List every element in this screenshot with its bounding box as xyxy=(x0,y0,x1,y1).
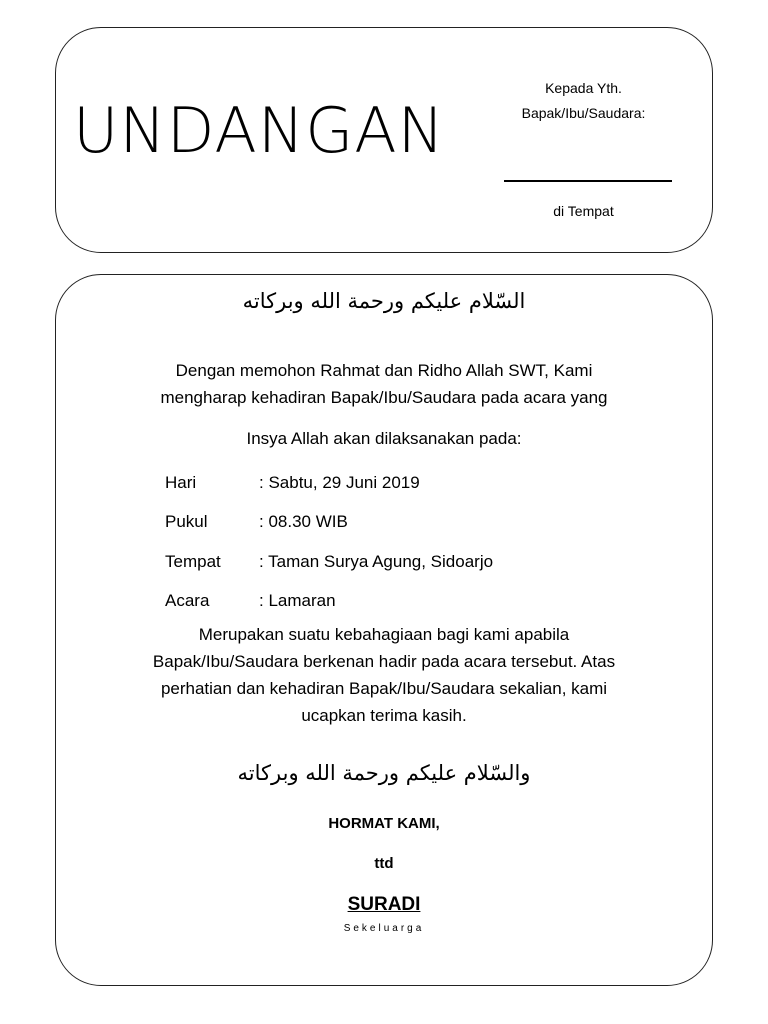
closing-line: perhatian dan kehadiran Bapak/Ibu/Saudara sekalian, kami xyxy=(160,679,608,698)
closing-salam: والسّلام عليكم ورحمة الله وبركاته xyxy=(237,761,531,785)
invitation-card xyxy=(55,274,713,986)
detail-label: Hari xyxy=(165,472,197,492)
intro-line: Dengan memohon Rahmat dan Ridho Allah SWT, Kami xyxy=(175,361,593,380)
closing-line: Bapak/Ibu/Saudara berkenan hadir pada acara tersebut. Atas xyxy=(152,652,616,671)
detail-value: : Taman Surya Agung, Sidoarjo xyxy=(259,551,494,571)
event-details xyxy=(165,463,493,621)
opening-salam: السّلام عليكم ورحمة الله وبركاته xyxy=(242,289,526,313)
detail-value: : Lamaran xyxy=(259,591,336,611)
signature-mark: ttd xyxy=(374,855,394,872)
recipient-name-line xyxy=(504,180,672,182)
signer-name: SURADI xyxy=(347,894,421,915)
detail-label: Tempat xyxy=(165,551,221,571)
detail-label: Acara xyxy=(165,591,210,611)
detail-row-place xyxy=(165,542,493,582)
intro-paragraph xyxy=(56,357,712,411)
detail-value: : 08.30 WIB xyxy=(259,512,348,532)
closing-line: ucapkan terima kasih. xyxy=(301,706,467,725)
closing-line: Merupakan suatu kebahagiaan bagi kami apabila xyxy=(198,625,570,644)
detail-label: Pukul xyxy=(165,512,208,532)
recipient-place: di Tempat xyxy=(553,203,614,219)
recipient-block xyxy=(496,76,671,126)
detail-row-event xyxy=(165,582,493,622)
detail-row-day xyxy=(165,463,493,503)
schedule-intro: Insya Allah akan dilaksanakan pada: xyxy=(246,429,522,448)
detail-row-time xyxy=(165,503,493,543)
envelope-card xyxy=(55,27,713,253)
intro-line: mengharap kehadiran Bapak/Ibu/Saudara pada acara yang xyxy=(160,388,608,407)
closing-paragraph xyxy=(56,621,712,729)
invitation-title: UNDANGAN xyxy=(73,94,446,167)
regards-label: HORMAT KAMI, xyxy=(328,815,440,832)
recipient-greeting: Kepada Yth. xyxy=(545,80,622,96)
recipient-salutation: Bapak/Ibu/Saudara: xyxy=(521,105,646,121)
signer-family: Sekeluarga xyxy=(343,923,425,934)
detail-value: : Sabtu, 29 Juni 2019 xyxy=(259,472,420,492)
